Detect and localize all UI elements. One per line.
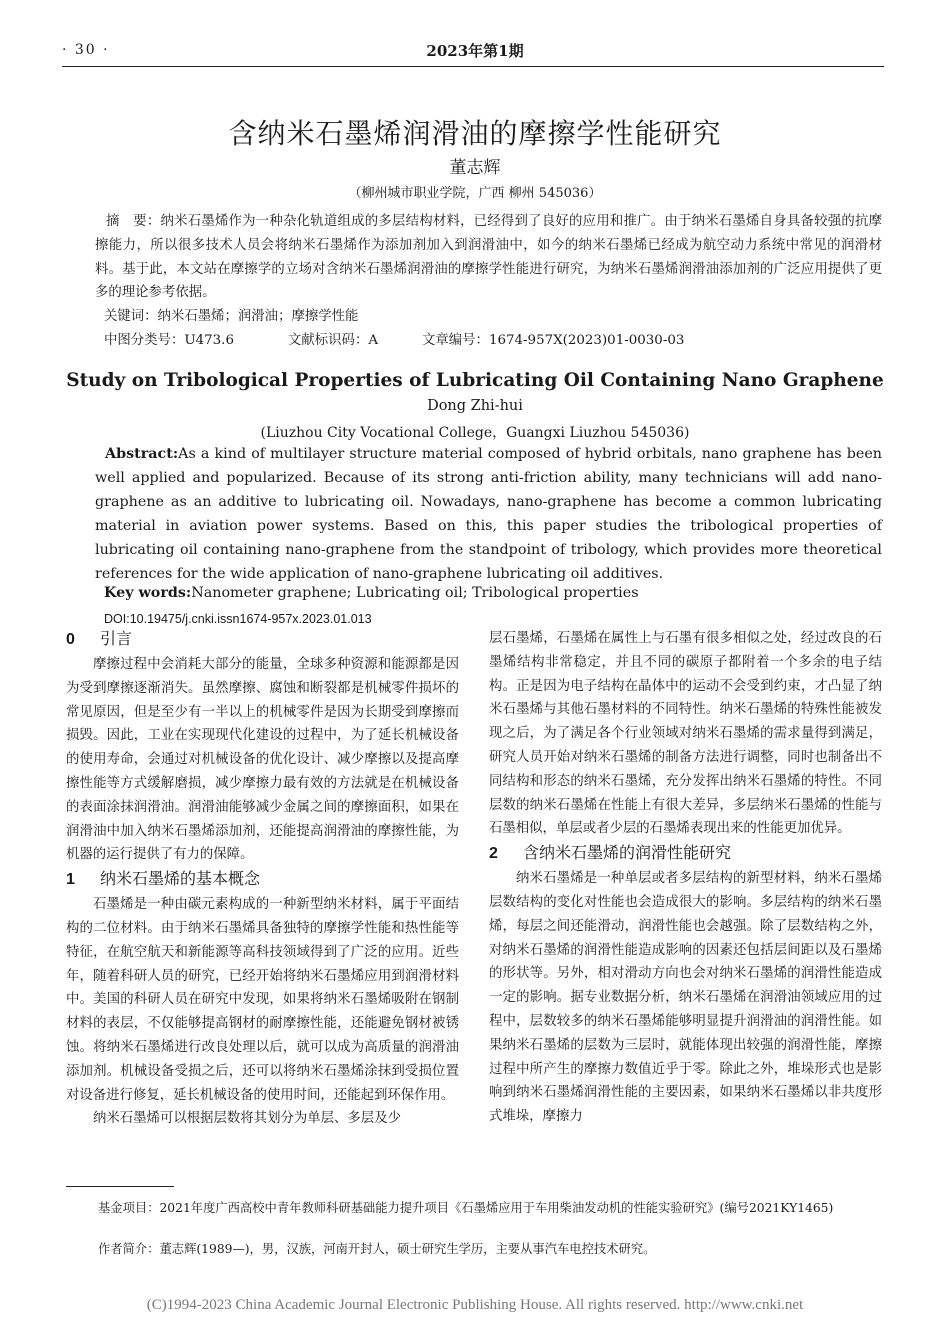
clc-number: 中图分类号：U473.6 — [104, 333, 234, 348]
right-column — [489, 627, 882, 1129]
keywords-chinese: 关键词：纳米石墨烯；润滑油；摩擦学性能 — [104, 309, 359, 324]
author-english: Dong Zhi-hui — [427, 398, 523, 414]
footnote-fund: 基金项目：2021年度广西高校中青年教师科研基础能力提升项目《石墨烯应用于车用柴油发动机的性能实验研究》(编号2021KY1465) — [98, 1201, 834, 1215]
section-1-paragraph-1: 石墨烯是一种由碳元素构成的一种新型纳米材料，属于平面结构的二位材料。由于纳米石墨烯具备独特的摩擦学性能和热性能等特征，在航空航天和新能源等高科技领域得到了广泛的应用。近些年，随着科研人员的研究，已经开始将纳米石墨烯应用到润滑材料中。美国的科研人员在研究中发现，如果将纳米石墨烯吸附在钢制材料的表层，不仅能够提高钢材的耐摩擦性能，还能避免钢材被锈蚀。将纳米石墨烯进行改良处理以后，就可以成为高质量的润滑油添加剂。机械设备受损之后，还可以将纳米石墨烯涂抹到受损位置对设备进行修复，延长机械设备的使用时间，还能起到环保作用。 — [66, 897, 459, 1103]
affiliation-english: (Liuzhou City Vocational College，Guangxi Liuzhou 545036) — [260, 425, 690, 441]
section-1-paragraph-2-continued: 层石墨烯，石墨烯在属性上与石墨有很多相似之处，经过改良的石墨烯结构非常稳定，并且不同的碳原子都附着一个多余的电子结构。正是因为电子结构在晶体中的运动不会受到约束，才凸显了纳米石墨烯与其他石墨材料的不同特性。纳米石墨烯的特殊性能被发现之后，为了满足各个行业领域对纳米石墨烯的需求量得到满足，研究人员开始对纳米石墨烯的制备方法进行调整，同时也制备出不同结构和形态的纳米石墨烯，充分发挥出纳米石墨烯的特性。不同层数的纳米石墨烯在性能上有很大差异，多层纳米石墨烯的性能与石墨相似，单层或者少层的石墨烯表现出来的性能更加优异。 — [489, 631, 882, 837]
section-0-paragraph: 摩擦过程中会消耗大部分的能量，全球多种资源和能源都是因为受到摩擦逐渐消失。虽然摩擦、腐蚀和断裂都是机械零件损坏的常见原因，但是至少有一半以上的机械零件是因为长期受到摩擦而损毁。因此，工业在实现现代化建设的过程中，为了延长机械设备的使用寿命，会通过对机械设备的优化设计、减少摩擦以及提高摩擦性能等方式缓解磨损，减少摩擦力最有效的方法就是在机械设备的表面涂抹润滑油。润滑油能够减少金属之间的摩擦面积，如果在润滑油中加入纳米石墨烯添加剂，还能提高润滑油的摩擦性能，为机器的运行提供了有力的保障。 — [66, 657, 459, 863]
section-0-heading — [66, 627, 459, 652]
section-1-number: 1 — [66, 871, 75, 889]
doi: DOI:10.19475/j.cnki.issn1674-957x.2023.01.013 — [104, 612, 372, 626]
title-english: Study on Tribological Properties of Lubricating Oil Containing Nano Graphene — [66, 370, 884, 391]
author-chinese: 董志辉 — [449, 158, 501, 178]
section-2-title: 含纳米石墨烯的润滑性能研究 — [523, 843, 732, 863]
keywords-english — [104, 585, 639, 601]
journal-issue: 2023年第1期 — [426, 42, 524, 60]
section-2-number: 2 — [489, 845, 498, 863]
section-1-heading — [66, 867, 459, 892]
classification-line — [104, 330, 684, 352]
header-rule — [62, 66, 884, 67]
left-column — [66, 627, 459, 1131]
document-code: 文献标识码：A — [288, 333, 379, 348]
section-0-title: 引言 — [100, 629, 133, 648]
abstract-english-label: Abstract: — [105, 446, 179, 462]
title-chinese: 含纳米石墨烯润滑油的摩擦学性能研究 — [228, 117, 722, 150]
section-2-paragraph: 纳米石墨烯是一种单层或者多层结构的新型材料，纳米石墨烯层数结构的变化对性能也会造成很大的影响。多层结构的纳米石墨烯，每层之间还能滑动，润滑性能也会越强。除了层数结构之外，对纳米石墨烯的润滑性能造成影响的因素还包括层间距以及石墨烯的形状等。另外，相对滑动方向也会对纳米石墨烯的润滑性能造成一定的影响。据专业数据分析，纳米石墨烯在润滑油领域应用的过程中，层数较多的纳米石墨烯能够明显提升润滑油的润滑性能。如果纳米石墨烯的层数为三层时，就能体现出较强的润滑性能，摩擦过程中所产生的摩擦力数值近乎于零。除此之外，堆垛形式也是影响到纳米石墨烯润滑性能的主要因素，如果纳米石墨烯以非共度形式堆垛，摩擦力 — [489, 871, 882, 1125]
article-number: 文章编号：1674-957X(2023)01-0030-03 — [422, 333, 685, 348]
section-2-heading — [489, 841, 882, 866]
copyright-notice: (C)1994-2023 China Academic Journal Electronic Publishing House. All rights reserved. http://www.cnki.net — [146, 1297, 804, 1313]
abstract-english-text: As a kind of multilayer structure material composed of hybrid orbitals, nano graphene has been well applied and popularized. Because of its strong anti-friction ability, many technicians will add nano-graphene as an additive to lubricating oil. Nowadays, nano-graphene has become a common lubricating material in aviation power systems. Based on this, this paper studies the tribological properties of lubricating oil containing nano-graphene from the standpoint of tribology, which provides more theoretical references for the wide application of nano-graphene lubricating oil additives. — [95, 446, 882, 582]
footnote-author: 作者简介：董志辉(1989—)，男，汉族，河南开封人，硕士研究生学历，主要从事汽车电控技术研究。 — [98, 1242, 656, 1256]
keywords-english-text: Nanometer graphene; Lubricating oil; Tribological properties — [191, 585, 639, 601]
page-number: · 30 · — [62, 42, 110, 58]
abstract-chinese: 摘 要：纳米石墨烯作为一种杂化轨道组成的多层结构材料，已经得到了良好的应用和推广。由于纳米石墨烯自身具备较强的抗摩擦能力，所以很多技术人员会将纳米石墨烯作为添加剂加入到润滑油中，如今的纳米石墨烯已经成为航空动力系统中常见的润滑材料。基于此，本文站在摩擦学的立场对含纳米石墨烯润滑油的摩擦学性能进行研究，为纳米石墨烯润滑油添加剂的广泛应用提供了更多的理论参考依据。 — [95, 214, 882, 301]
keywords-english-label: Key words: — [104, 585, 192, 601]
affiliation-chinese: （柳州城市职业学院，广西 柳州 545036） — [348, 186, 602, 201]
abstract-english — [95, 443, 882, 586]
footnote-rule — [66, 1186, 174, 1187]
section-0-number: 0 — [66, 631, 75, 648]
section-1-title: 纳米石墨烯的基本概念 — [100, 869, 261, 889]
section-1-paragraph-2-start: 纳米石墨烯可以根据层数将其划分为单层、多层及少 — [93, 1111, 401, 1127]
